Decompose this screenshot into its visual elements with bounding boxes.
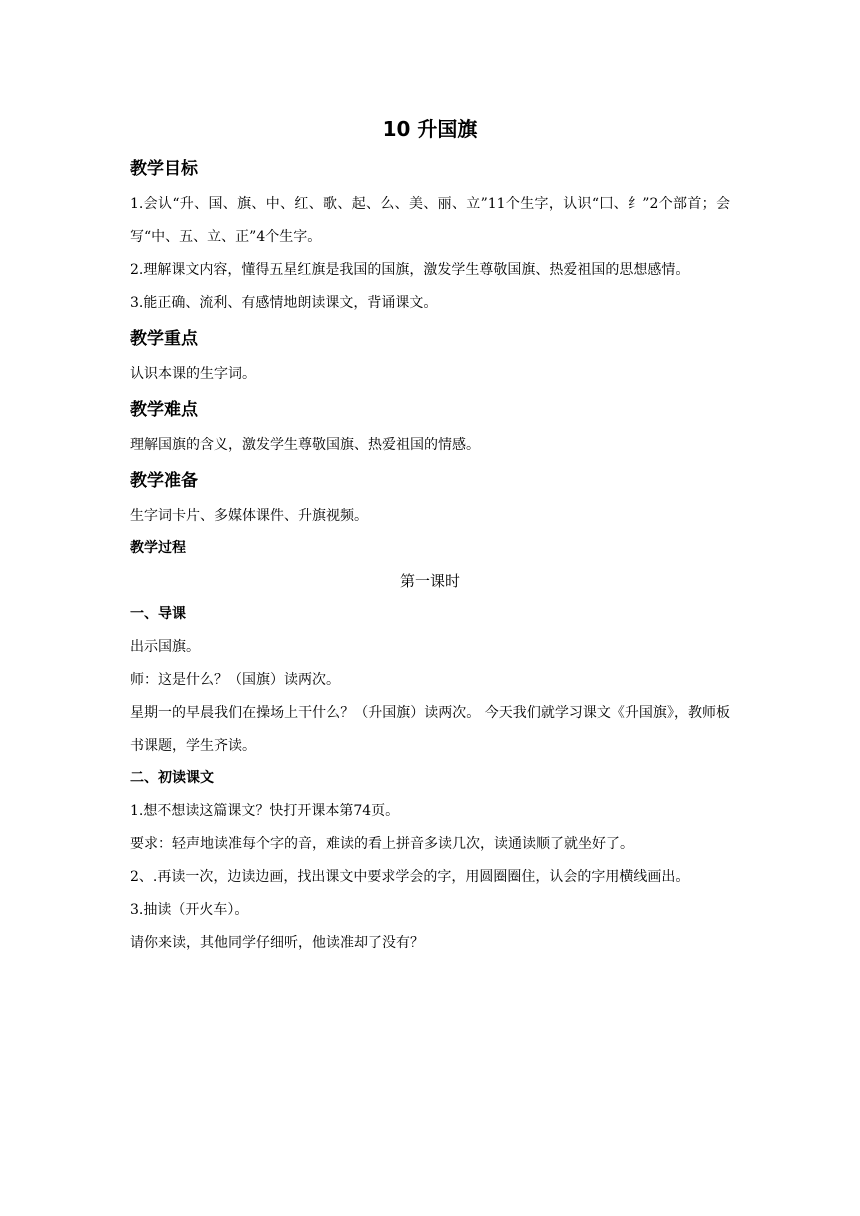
part1-line: 星期一的早晨我们在操场上干什么？（升国旗）读两次。 今天我们就学习课文《升国旗》，教师板书课题，学生齐读。: [130, 705, 730, 754]
document-title: 10 升国旗: [382, 117, 478, 141]
goal-item: 1.会认“升、国、旗、中、红、歌、起、么、美、丽、立”11个生字，认识“囗、纟”2个部首；会写“中、五、立、正”4个生字。: [130, 196, 730, 245]
part2-line: 要求：轻声地读准每个字的音，难读的看上拼音多读几次，读通读顺了就坐好了。: [130, 836, 634, 852]
goal-item: 2.理解课文内容，懂得五星红旗是我国的国旗，激发学生尊敬国旗、热爱祖国的思想感情。: [130, 262, 690, 278]
goals-heading: 教学目标: [130, 159, 198, 179]
part2-line: 请你来读，其他同学仔细听，他读准却了没有？: [130, 935, 424, 951]
difficulties-text: 理解国旗的含义，激发学生尊敬国旗、热爱祖国的情感。: [130, 437, 480, 453]
key-points-text: 认识本课的生字词。: [130, 366, 256, 382]
key-points-heading: 教学重点: [130, 329, 198, 349]
part1-heading: 一、导课: [130, 606, 186, 622]
goal-item: 3.能正确、流利、有感情地朗读课文，背诵课文。: [130, 295, 438, 311]
part1-line: 师：这是什么？（国旗）读两次。: [130, 672, 340, 688]
part2-heading: 二、初读课文: [130, 770, 214, 786]
part2-line: 1.想不想读这篇课文？快打开课本第74页。: [130, 803, 400, 819]
lesson-label: 第一课时: [399, 572, 460, 590]
difficulties-heading: 教学难点: [130, 400, 198, 420]
part2-line: 2、.再读一次，边读边画，找出课文中要求学会的字，用圆圈圈住，认会的字用横线画出。: [130, 869, 690, 885]
preparation-text: 生字词卡片、多媒体课件、升旗视频。: [130, 508, 368, 524]
preparation-heading: 教学准备: [130, 471, 198, 491]
process-heading: 教学过程: [130, 540, 186, 556]
document-page: [130, 112, 730, 960]
part1-line: 出示国旗。: [130, 639, 200, 655]
part2-line: 3.抽读（开火车）。: [130, 902, 249, 918]
